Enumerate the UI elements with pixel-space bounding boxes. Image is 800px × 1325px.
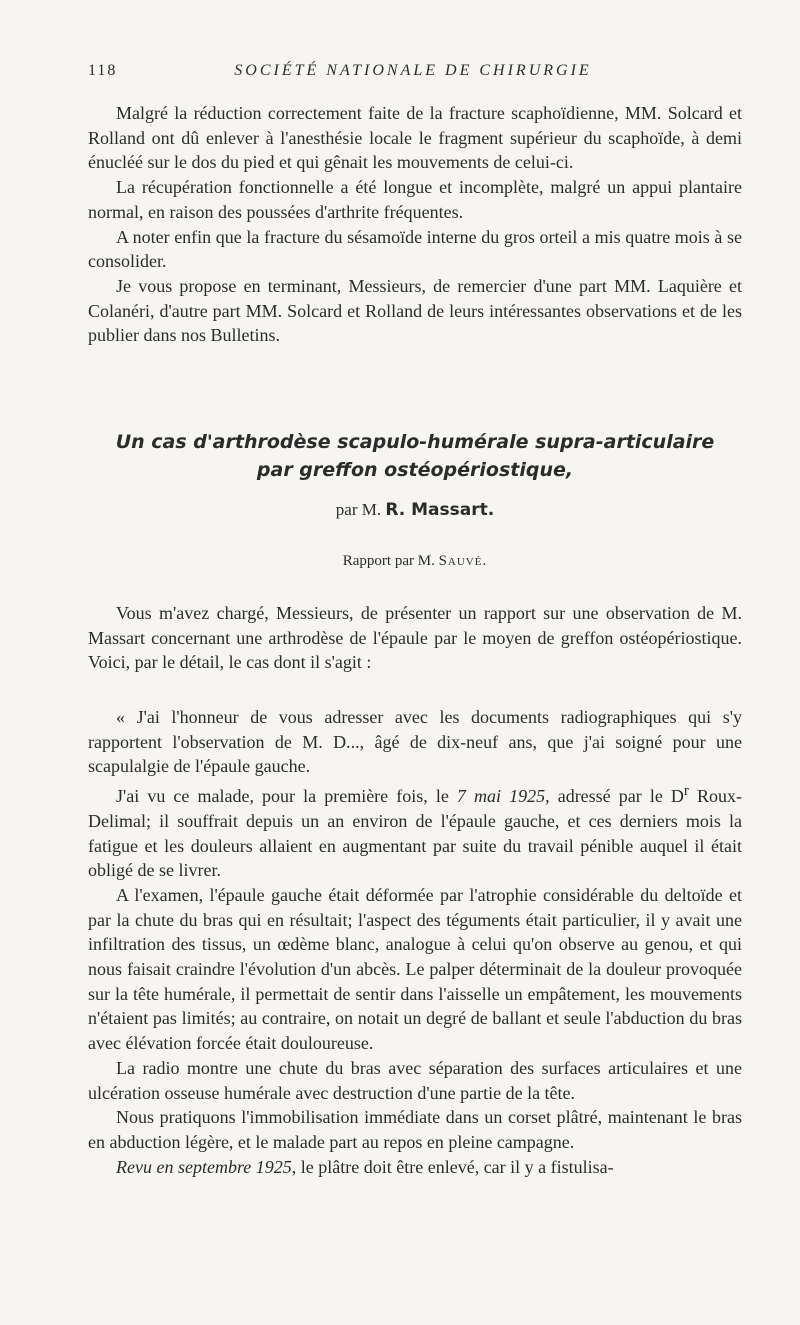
body-paragraph: A l'examen, l'épaule gauche était déformée par l'atrophie considérable du deltoïde et par la chute du bras qui en résultait; l'aspect des téguments était particulier, il y avait une infiltration des tissus, un œdème blanc, analogue à celui qu'on observe au genou, et qui nous faisait craindre l'évolution d'un abcès. Le palper déterminait de la douleur provoquée sur la tête humérale, il permettait de sentir dans l'aisselle un empâtement, les mouvements n'étaient pas limités; au contraire, on notait un degré de ballant et seule l'abduction du bras avec élévation forcée était douloureuse. bbox=[88, 884, 742, 1054]
body-paragraph bbox=[88, 779, 742, 883]
intro-paragraph: A noter enfin que la fracture du sésamoïde interne du gros orteil a mis quatre mois à se consolider. bbox=[88, 226, 742, 272]
page-header bbox=[88, 62, 738, 86]
reporter-name: Sauvé. bbox=[438, 553, 488, 569]
author-name: R. Massart. bbox=[385, 500, 495, 520]
intro-paragraph: Je vous propose en terminant, Messieurs, de remercier d'une part MM. Laquière et Colanéri, d'autre part MM. Solcard et Rolland de leurs intéressantes observations et de les publier dans nos Bulletins. bbox=[88, 275, 742, 346]
article-title-line: par greffon ostéopériostique, bbox=[256, 459, 574, 481]
text-run: Roux-Delimal; il souffrait depuis un an environ de l'épaule gauche, et ces derniers mois la fatigue et les douleurs allaient en augmentant par suite du travail pénible auquel il était obligé de se livrer. bbox=[88, 786, 743, 881]
page-number: 118 bbox=[88, 62, 118, 79]
body-paragraph: Vous m'avez chargé, Messieurs, de présenter un rapport sur une observation de M. Massart concernant une arthrodèse de l'épaule par le moyen de greffon ostéopériostique. Voici, par le détail, le cas dont il s'agit : bbox=[88, 603, 742, 673]
intro-paragraph: Malgré la réduction correctement faite de la fracture scaphoïdienne, MM. Solcard et Rolland ont dû enlever à l'anesthésie locale le fragment supérieur du scaphoïde, à demi énucléé sur le dos du pied et qui gênait les mouvements de celui-ci. bbox=[88, 103, 742, 173]
report-line bbox=[88, 553, 742, 570]
body-paragraph: La radio montre une chute du bras avec séparation des surfaces articulaires et une ulcération osseuse humérale avec destruction d'une partie de la tête. bbox=[88, 1057, 742, 1103]
article-title-line: Un cas d'arthrodèse scapulo-humérale supra-articulaire bbox=[115, 431, 715, 453]
report-prefix: Rapport par M. bbox=[342, 553, 435, 569]
text-run: , adressé par le D bbox=[545, 786, 684, 807]
superscript: r bbox=[683, 783, 689, 800]
intro-section bbox=[88, 101, 742, 348]
body-paragraph: « J'ai l'honneur de vous adresser avec les documents radiographiques qui s'y rapportent l'observation de M. D..., âgé de dix-neuf ans, que j'ai soigné pour une scapulalgie de l'épaule gauche. bbox=[88, 707, 742, 777]
byline bbox=[88, 500, 742, 520]
text-run: J'ai vu ce malade, pour la première fois, le bbox=[116, 786, 457, 807]
text-run: , le plâtre doit être enlevé, car il y a fistulisa- bbox=[291, 1156, 614, 1177]
body-paragraph bbox=[88, 1155, 742, 1180]
body-paragraph: Nous pratiquons l'immobilisation immédiate dans un corset plâtré, maintenant le bras en abduction légère, et le malade part au repos en pleine campagne. bbox=[88, 1107, 742, 1152]
running-title: SOCIÉTÉ NATIONALE DE CHIRURGIE bbox=[234, 62, 592, 79]
article-title bbox=[88, 428, 742, 484]
byline-prefix: par M. bbox=[335, 500, 382, 519]
body-section-2 bbox=[88, 705, 742, 1179]
date-text: Revu en septembre 1925 bbox=[116, 1156, 292, 1177]
date-text: 7 mai 1925 bbox=[456, 786, 546, 807]
intro-paragraph: La récupération fonctionnelle a été longue et incomplète, malgré un appui plantaire normal, en raison des poussées d'arthrite fréquentes. bbox=[88, 177, 742, 222]
body-section-1 bbox=[88, 601, 742, 675]
